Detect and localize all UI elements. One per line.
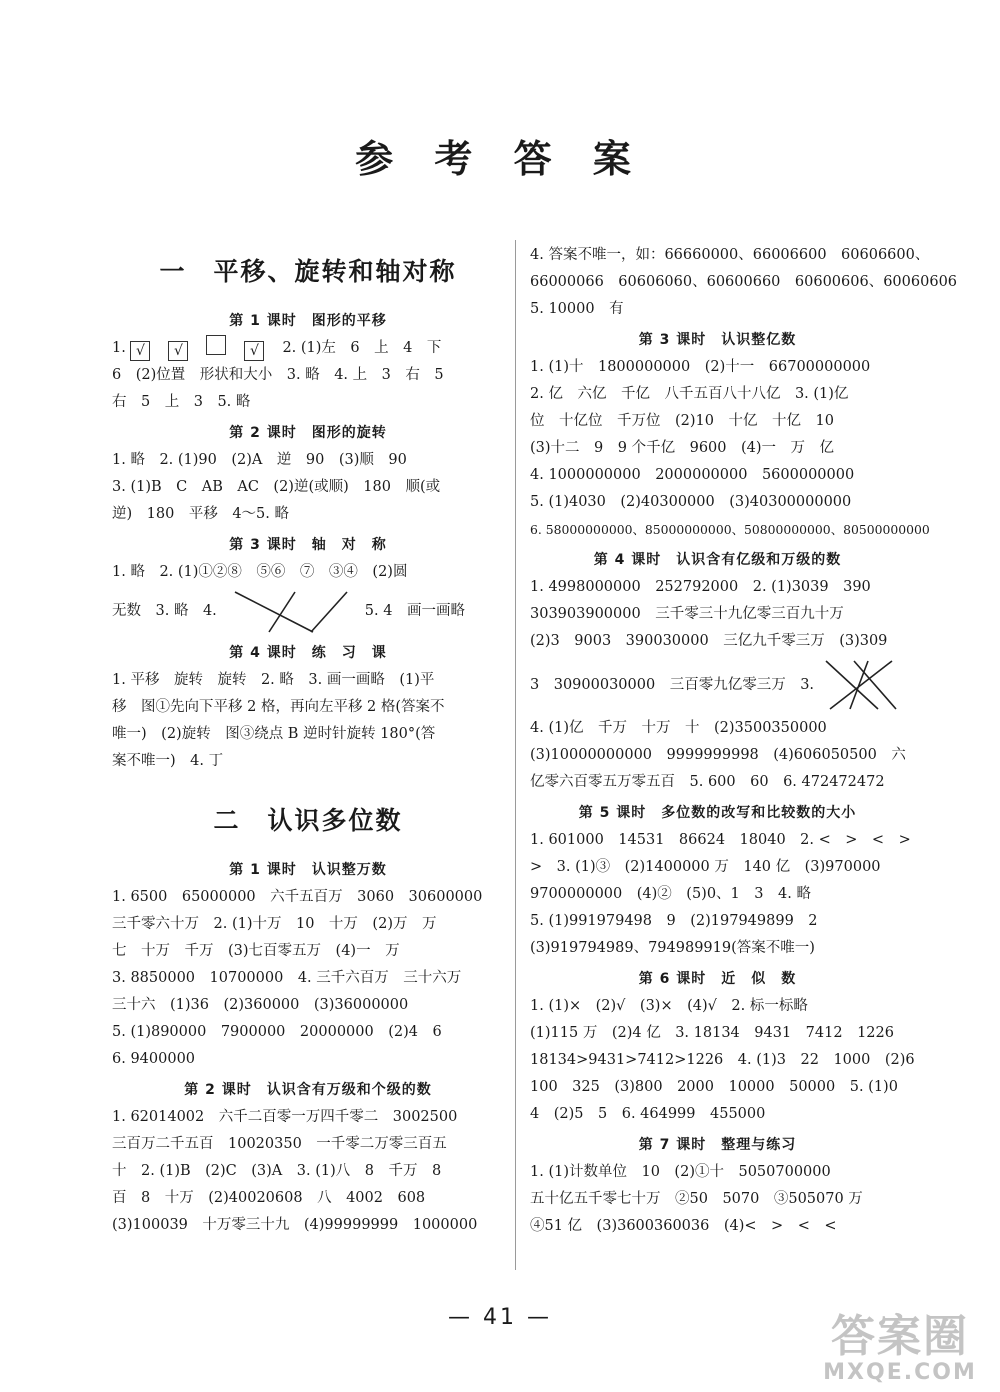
watermark-logo bbox=[820, 1300, 980, 1385]
lesson-heading: 第 2 课时 图形的旋转 bbox=[229, 425, 387, 441]
lesson-heading: 第 4 课时 认识含有亿级和万级的数 bbox=[593, 552, 842, 568]
answer-line: 十 2. (1)B (2)C (3)A 3. (1)八 8 千万 8 bbox=[112, 1163, 442, 1179]
answer-line: 1. 6500 65000000 六千五百万 3060 30600000 bbox=[112, 889, 483, 905]
answer-line: 亿零六百零五万零五百 5. 600 60 6. 472472472 bbox=[530, 774, 885, 790]
answer-line: 6. 9400000 bbox=[112, 1051, 196, 1067]
answer-line: 1. 62014002 六千二百零一万四千零二 3002500 bbox=[112, 1109, 458, 1125]
answer-line: 案不唯一) 4. 丁 bbox=[112, 753, 224, 769]
answer-line: 3. (1)B C AB AC (2)逆(或顺) 180 顺(或 bbox=[112, 479, 441, 495]
answer-line: 1. 略 2. (1)①②⑧ ⑤⑥ ⑦ ③④ (2)圆 bbox=[112, 564, 408, 580]
watermark-text: 答案圈 bbox=[831, 1311, 969, 1362]
answer-line: 位 十亿位 千万位 (2)10 十亿 十亿 10 bbox=[530, 413, 834, 429]
lesson-heading: 第 4 课时 练 习 课 bbox=[229, 645, 387, 661]
answer-line: 6. 58000000000、85000000000、50800000000、80500000000 bbox=[530, 522, 930, 537]
answer-line: (3)919794989、794989919(答案不唯一) bbox=[530, 940, 815, 956]
answer-line: 3. 8850000 10700000 4. 三千六百万 三十六万 bbox=[112, 970, 462, 986]
answer-line: 303903900000 三千零三十九亿零三百九十万 bbox=[530, 606, 844, 622]
answer-line: 18134>9431>7412>1226 4. (1)3 22 1000 (2)6 bbox=[530, 1052, 915, 1068]
answer-line: 5. (1)991979498 9 (2)197949899 2 bbox=[530, 913, 818, 929]
answer-line: (3)十二 9 9 个千亿 9600 (4)一 万 亿 bbox=[530, 440, 835, 456]
answer-line: (1)115 万 (2)4 亿 3. 18134 9431 7412 1226 bbox=[530, 1025, 894, 1041]
matching-lines-figure bbox=[820, 655, 900, 715]
answer-line: 1. 略 2. (1)90 (2)A 逆 90 (3)顺 90 bbox=[112, 452, 407, 468]
answer-line: 五十亿五千零七十万 ②50 5070 ③505070 万 bbox=[530, 1191, 863, 1207]
answer-line: 三百万二千五百 10020350 一千零二万零三百五 bbox=[112, 1136, 447, 1152]
question-number: 1. bbox=[112, 340, 131, 356]
answer-line: 七 十万 千万 (3)七百零五万 (4)一 万 bbox=[112, 943, 400, 959]
answer-line: 百 8 十万 (2)40020608 八 4002 608 bbox=[112, 1190, 426, 1206]
answer-line: (3)10000000000 9999999998 (4)606050500 六 bbox=[530, 747, 906, 763]
check-box: √ bbox=[244, 341, 264, 361]
column-divider bbox=[515, 240, 516, 1270]
lesson-heading: 第 7 课时 整理与练习 bbox=[638, 1137, 797, 1153]
answer-line: 2. 亿 六亿 千亿 八千五百八十八亿 3. (1)亿 bbox=[530, 386, 849, 402]
answer-line: 移 图①先向下平移 2 格，再向左平移 2 格(答案不 bbox=[112, 699, 445, 715]
lesson-heading: 第 3 课时 轴 对 称 bbox=[229, 537, 387, 553]
answer-line: (2)3 9003 390030000 三亿九千零三万 (3)309 bbox=[530, 633, 888, 649]
answer-line: 1. 601000 14531 86624 18040 2. < > < > bbox=[530, 832, 911, 848]
answer-line: 9700000000 (4)② (5)0、1 3 4. 略 bbox=[530, 886, 811, 902]
answer-line: 5. (1)890000 7900000 20000000 (2)4 6 bbox=[112, 1024, 442, 1040]
answer-line: 5. (1)4030 (2)40300000 (3)40300000000 bbox=[530, 494, 852, 510]
answer-line: ④51 亿 (3)3600360036 (4)< > < < bbox=[530, 1218, 837, 1234]
left-column bbox=[112, 238, 504, 1239]
answer-line: 无数 3. 略 4. 5. 4 画一画略 bbox=[112, 586, 504, 636]
answer-line: 1. (1)十 1800000000 (2)十一 66700000000 bbox=[530, 359, 871, 375]
answer-line: 4 (2)5 5 6. 464999 455000 bbox=[530, 1106, 766, 1122]
watermark-url: MXQE.COM bbox=[823, 1360, 977, 1385]
lesson-heading: 第 1 课时 图形的平移 bbox=[229, 313, 387, 329]
lesson-heading: 第 2 课时 认识含有万级和个级的数 bbox=[184, 1082, 432, 1098]
answer-line: 3 30900030000 三百零九亿零三万 3. bbox=[530, 655, 905, 715]
right-column bbox=[530, 242, 958, 1240]
answer-line: 1. 4998000000 252792000 2. (1)3039 390 bbox=[530, 579, 871, 595]
lesson-heading: 第 5 课时 多位数的改写和比较数的大小 bbox=[578, 805, 857, 821]
answer-line: 三十六 (1)36 (2)360000 (3)36000000 bbox=[112, 997, 409, 1013]
answer-line: 6 (2)位置 形状和大小 3. 略 4. 上 3 右 5 bbox=[112, 367, 444, 383]
lesson-heading: 第 3 课时 认识整亿数 bbox=[638, 332, 797, 348]
answer-line: 1. 平移 旋转 旋转 2. 略 3. 画一画略 (1)平 bbox=[112, 672, 435, 688]
answer-line: 1. (1)计数单位 10 (2)①十 5050700000 bbox=[530, 1164, 831, 1180]
answer-line: 唯一) (2)旋转 图③绕点 B 逆时针旋转 180°(答 bbox=[112, 726, 436, 742]
check-box bbox=[206, 335, 226, 355]
unit-heading-1: 一 平移、旋转和轴对称 bbox=[159, 257, 457, 286]
answer-line: > 3. (1)③ (2)1400000 万 140 亿 (3)970000 bbox=[530, 859, 881, 875]
page-number: — 41 — bbox=[448, 1305, 552, 1330]
answer-line: (3)100039 十万零三十九 (4)99999999 1000000 bbox=[112, 1217, 478, 1233]
matching-lines-figure bbox=[231, 586, 351, 636]
answer-line: 三千零六十万 2. (1)十万 10 十万 (2)万 万 bbox=[112, 916, 437, 932]
lesson-heading: 第 1 课时 认识整万数 bbox=[229, 862, 387, 878]
answer-line: 右 5 上 3 5. 略 bbox=[112, 394, 251, 410]
answer-line: 5. 10000 有 bbox=[530, 301, 624, 317]
answer-line: 4. (1)亿 千万 十万 十 (2)3500350000 bbox=[530, 720, 827, 736]
page-title: 参 考 答 案 bbox=[355, 137, 645, 181]
answer-line: 4. 答案不唯一，如：66660000、66006600 60606600、 bbox=[530, 247, 930, 263]
answer-line: 逆) 180 平移 4～5. 略 bbox=[112, 506, 290, 522]
check-box: √ bbox=[168, 341, 188, 361]
answer-line: 100 325 (3)800 2000 10000 50000 5. (1)0 bbox=[530, 1079, 898, 1095]
answer-line: 66000066 60606060、60600660 60600606、60060606 bbox=[530, 274, 958, 290]
answer-line: 1. √ √ √ 2. (1)左 6 上 4 下 bbox=[112, 335, 504, 362]
lesson-heading: 第 6 课时 近 似 数 bbox=[638, 971, 797, 987]
answer-line: 1. (1)× (2)√ (3)× (4)√ 2. 标一标略 bbox=[530, 998, 808, 1014]
answer-line: 4. 1000000000 2000000000 5600000000 bbox=[530, 467, 855, 483]
unit-heading-2: 二 认识多位数 bbox=[213, 806, 403, 835]
check-box: √ bbox=[130, 341, 150, 361]
